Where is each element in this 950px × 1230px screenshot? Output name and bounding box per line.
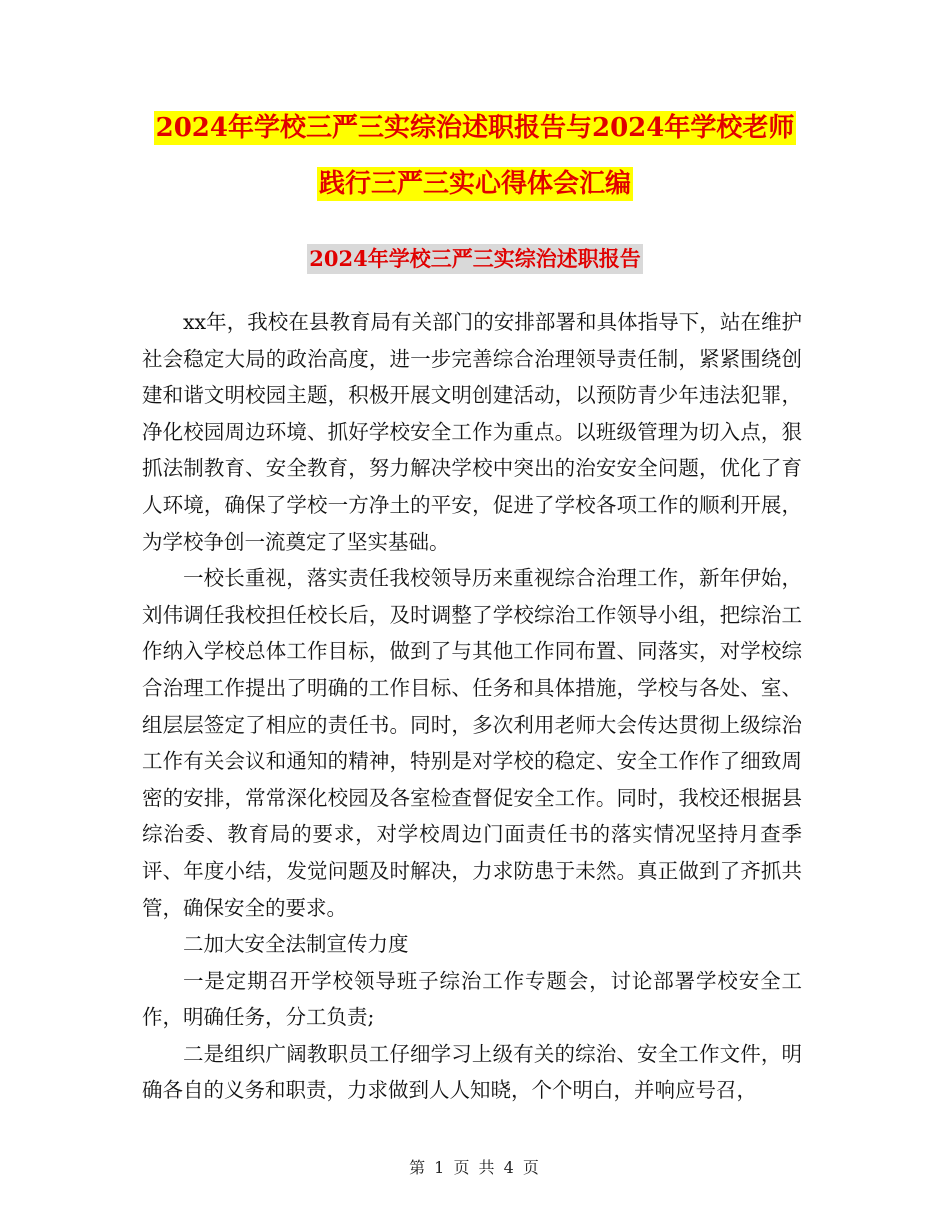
- paragraph: 一校长重视，落实责任我校领导历来重视综合治理工作，新年伊始，刘伟调任我校担任校长后，及时调整了学校综治工作领导小组，把综治工作纳入学校总体工作目标，做到了与其他工作同布置、同落实，对学校综合治理工作提出了明确的工作目标、任务和具体措施，学校与各处、室、组层层签定了相应的责任书。同时，多次利用老师大会传达贯彻上级综治工作有关会议和通知的精神，特别是对学校的稳定、安全工作作了细致周密的安排，常常深化校园及各室检查督促安全工作。同时，我校还根据县综治委、教育局的要求，对学校周边门面责任书的落实情况坚持月查季评、年度小结，发觉问题及时解决，力求防患于未然。真正做到了齐抓共管，确保安全的要求。: [142, 566, 802, 920]
- paragraph: 二加大安全法制宣传力度: [183, 932, 409, 957]
- paragraph: xx年，我校在县教育局有关部门的安排部署和具体指导下，站在维护社会稳定大局的政治高度，进一步完善综合治理领导责任制，紧紧围绕创建和谐文明校园主题，积极开展文明创建活动，以预防青少年违法犯罪，净化校园周边环境、抓好学校安全工作为重点。以班级管理为切入点，狠抓法制教育、安全教育，努力解决学校中突出的治安安全问题，优化了育人环境，确保了学校一方净土的平安，促进了学校各项工作的顺利开展，为学校争创一流奠定了坚实基础。: [142, 310, 802, 554]
- section-title: [0, 244, 950, 274]
- page-footer: 第 1 页 共 4 页: [409, 1158, 541, 1177]
- section-title-text: 2024年学校三严三实综治述职报告: [307, 244, 642, 274]
- document-title: [0, 110, 950, 222]
- body-text: [142, 304, 802, 1109]
- paragraph: 一是定期召开学校领导班子综治工作专题会，讨论部署学校安全工作，明确任务，分工负责;: [142, 968, 802, 1030]
- paragraph: 二是组织广阔教职员工仔细学习上级有关的综治、安全工作文件，明确各自的义务和职责，力求做到人人知晓，个个明白，并响应号召，: [142, 1041, 802, 1103]
- title-line-2: 践行三严三实心得体会汇编: [318, 169, 631, 199]
- title-line-1: 2024年学校三严三实综治述职报告与2024年学校老师: [155, 113, 795, 143]
